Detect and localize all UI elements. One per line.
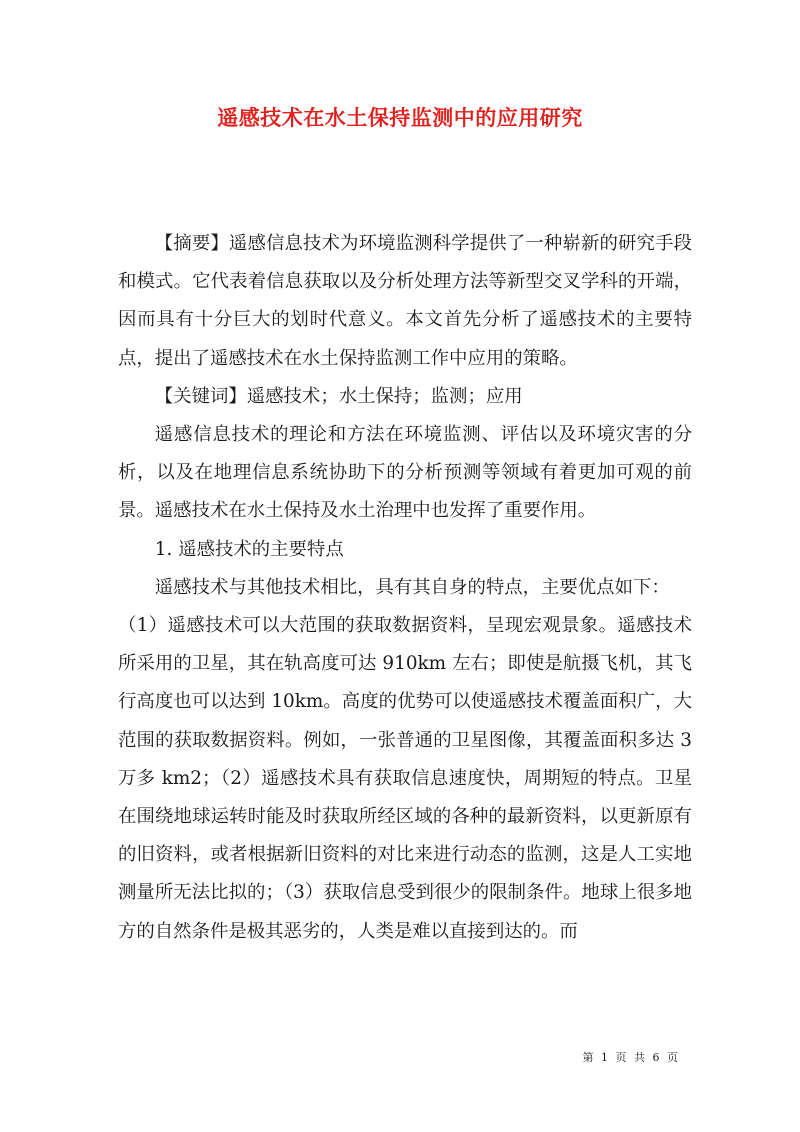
keywords-paragraph: 【关键词】遥感技术；水土保持；监测；应用 [154, 385, 523, 407]
section-heading: 1. 遥感技术的主要特点 [154, 538, 344, 560]
document-body [118, 225, 692, 951]
section-lead-paragraph: 遥感技术与其他技术相比，具有其自身的特点，主要优点如下： [154, 576, 670, 598]
document-title: 遥感技术在水土保持监测中的应用研究 [217, 105, 583, 130]
intro-paragraph: 遥感信息技术的理论和方法在环境监测、评估以及环境灾害的分析，以及在地理信息系统协助下的分析预测等领域有着更加可观的前景。遥感技术在水土保持及水土治理中也发挥了重要作用。 [118, 424, 692, 522]
page-footer: 第 1 页 共 6 页 [582, 1051, 680, 1064]
section-body-paragraph: （1）遥感技术可以大范围的获取数据资料，呈现宏观景象。遥感技术所采用的卫星，其在轨高度可达 910km 左右；即使是航摄飞机，其飞行高度也可以达到 10km。高度的优势可以使遥感技术覆盖面积广，大范围的获取数据资料。例如，一张普通的卫星图像，其覆盖面积多达 3 万多 km2；（2）遥感技术具有获取信息速度快，周期短的特点。卫星在围绕地球运转时能及时获取所经区域的各种的最新资料，以更新原有的旧资料，或者根据新旧资料的对比来进行动态的监测，这是人工实地测量所无法比拟的；（3）获取信息受到很少的限制条件。地球上很多地方的自然条件是极其恶劣的，人类是难以直接到达的。而 [118, 615, 692, 942]
abstract-paragraph: 【摘要】遥感信息技术为环境监测科学提供了一种崭新的研究手段和模式。它代表着信息获取以及分析处理方法等新型交叉学科的开端，因而具有十分巨大的划时代意义。本文首先分析了遥感技术的主要特点，提出了遥感技术在水土保持监测工作中应用的策略。 [118, 233, 692, 369]
